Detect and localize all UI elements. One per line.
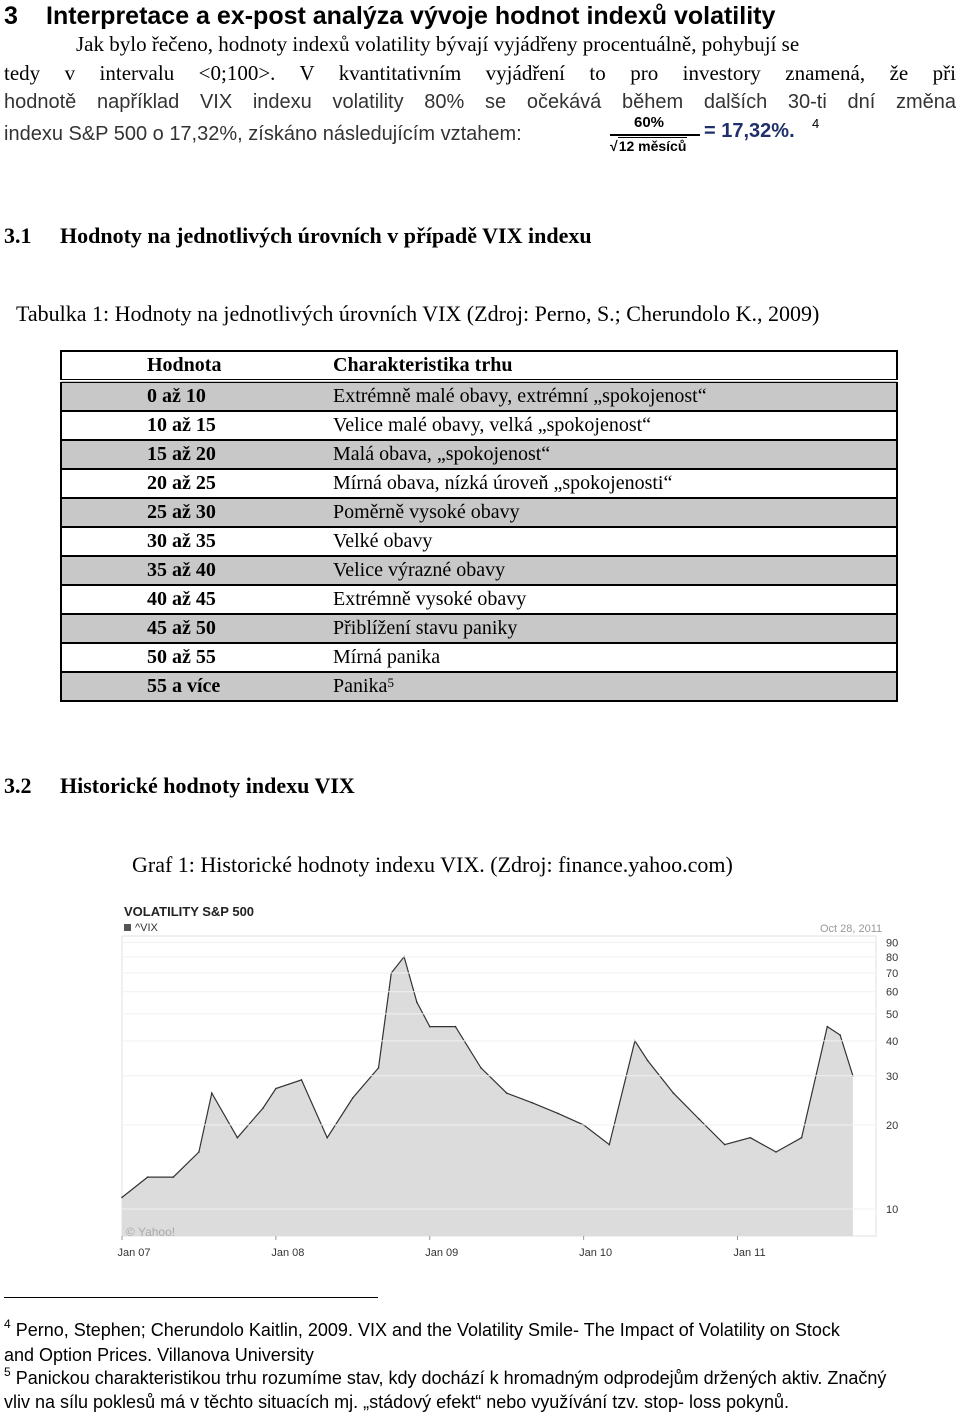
- section-number: 3: [4, 2, 18, 30]
- data-point: [378, 1067, 380, 1069]
- data-point: [801, 1137, 803, 1139]
- data-point: [775, 1151, 777, 1153]
- data-point: [506, 1092, 508, 1094]
- x-tick-label: Jan 10: [579, 1247, 613, 1259]
- formula-radicand: 12 měsíců: [618, 138, 687, 154]
- y-tick-label: 60: [886, 986, 899, 999]
- data-point: [480, 1067, 482, 1069]
- x-tick-label: Jan 07: [117, 1247, 151, 1259]
- data-point: [455, 1026, 457, 1028]
- chart-title: VOLATILITY S&P 500: [124, 904, 255, 919]
- row-value: 30 až 35: [61, 527, 333, 556]
- chart-watermark: © Yahoo!: [126, 1225, 176, 1239]
- data-point: [416, 1002, 418, 1004]
- footnote-ref-4: 4: [812, 116, 820, 131]
- row-value: 35 až 40: [61, 556, 333, 585]
- row-desc: Extrémně vysoké obavy: [333, 585, 897, 614]
- data-point: [750, 1137, 752, 1139]
- legend-label: ^VIX: [135, 922, 158, 934]
- data-point: [173, 1176, 175, 1178]
- row-value: 25 až 30: [61, 498, 333, 527]
- header-charakteristika: Charakteristika trhu: [333, 351, 897, 381]
- row-desc: Přiblížení stavu paniky: [333, 614, 897, 643]
- subsection-title: Historické hodnoty indexu VIX: [60, 773, 355, 798]
- x-tick-label: Jan 09: [425, 1247, 459, 1259]
- vix-chart: [114, 896, 914, 1266]
- footnote-rule: [4, 1297, 378, 1298]
- vix-chart-svg: [114, 896, 914, 1266]
- y-tick-label: 40: [886, 1035, 899, 1048]
- intro-line-2: tedy v intervalu <0;100>. V kvantitativním vyjádření to pro investory znamená, že při: [4, 61, 956, 85]
- y-tick-label: 80: [886, 951, 899, 964]
- row-desc: Poměrně vysoké obavy: [333, 498, 897, 527]
- intro-line-4: indexu S&P 500 o 17,32%, získáno následujícím vztahem:: [4, 123, 522, 145]
- y-tick-label: 10: [886, 1203, 899, 1216]
- row-desc: Mírná obava, nízká úroveň „spokojenosti“: [333, 469, 897, 498]
- data-point: [647, 1060, 649, 1062]
- table-row: [61, 411, 897, 440]
- footnote-4-line-1: [4, 1318, 840, 1342]
- formula-numerator: 60%: [634, 114, 665, 131]
- row-desc: Velké obavy: [333, 527, 897, 556]
- legend-marker: [124, 924, 131, 931]
- data-point: [326, 1137, 328, 1139]
- data-point: [301, 1079, 303, 1081]
- vix-levels-table: [60, 350, 898, 702]
- data-point: [698, 1118, 700, 1120]
- data-point: [609, 1144, 611, 1146]
- data-point: [211, 1092, 213, 1094]
- row-value: 10 až 15: [61, 411, 333, 440]
- y-tick-label: 50: [886, 1008, 899, 1021]
- x-tick-label: Jan 11: [733, 1247, 766, 1259]
- formula-equals: =: [704, 120, 716, 142]
- y-tick-label: 70: [886, 968, 899, 981]
- data-point: [724, 1144, 726, 1146]
- y-tick-label: 30: [886, 1070, 899, 1083]
- table-row: [61, 381, 897, 411]
- section-heading: [4, 0, 775, 32]
- row-desc: Malá obava, „spokojenost“: [333, 440, 897, 469]
- table-row: [61, 643, 897, 672]
- table-row: [61, 440, 897, 469]
- row-desc-text: Panika: [333, 675, 388, 697]
- table-header-row: [61, 351, 897, 381]
- formula-result: [704, 120, 795, 143]
- data-point: [262, 1107, 264, 1109]
- footnote-5-number: 5: [4, 1365, 11, 1379]
- data-point: [147, 1176, 149, 1178]
- intro-line-3: hodnotě například VIX indexu volatility 80% se očekává během dalších 30-ti dní změna: [4, 91, 956, 113]
- data-point: [121, 1197, 123, 1199]
- table-row: [61, 585, 897, 614]
- y-tick-label: 90: [886, 937, 899, 950]
- formula-result-value: 17,32%.: [721, 120, 795, 142]
- footnote-4-number: 4: [4, 1317, 11, 1331]
- footnote-5-line-1: [4, 1366, 886, 1390]
- table-row: [61, 556, 897, 585]
- data-point: [429, 1026, 431, 1028]
- subsection-number: 3.1: [4, 223, 32, 248]
- row-value: 40 až 45: [61, 585, 333, 614]
- formula: [608, 114, 814, 164]
- data-point: [237, 1137, 239, 1139]
- footnote-5-line-2: vliv na sílu poklesů má v těchto situacích mj. „stádový efekt“ nebo využívání tzv. stop- loss pokynů.: [4, 1392, 790, 1412]
- footnote-4-line-2: and Option Prices. Villanova University: [4, 1345, 314, 1365]
- row-desc: [333, 672, 897, 701]
- section-title: Interpretace a ex-post analýza vývoje hodnot indexů volatility: [46, 2, 776, 30]
- x-tick-label: Jan 08: [271, 1247, 305, 1259]
- formula-denominator: √12 měsíců: [610, 138, 687, 154]
- row-value: 50 až 55: [61, 643, 333, 672]
- data-point: [839, 1034, 841, 1036]
- footnote-5-text: Panickou charakteristikou trhu rozumíme stav, kdy dochází k hromadným odprodejům držených aktiv. Značný: [15, 1368, 887, 1388]
- table-row: [61, 672, 897, 701]
- data-point: [557, 1113, 559, 1115]
- y-tick-label: 20: [886, 1119, 899, 1132]
- row-value: 0 až 10: [61, 381, 333, 411]
- subsection-title: Hodnoty na jednotlivých úrovních v případě VIX indexu: [60, 223, 592, 248]
- data-point: [827, 1026, 829, 1028]
- row-value: 55 a více: [61, 672, 333, 701]
- data-point: [673, 1092, 675, 1094]
- subsection-3-1-heading: [4, 222, 592, 250]
- footnote-4-text: Perno, Stephen; Cherundolo Kaitlin, 2009. VIX and the Volatility Smile- The Impact of Volatility on Stock: [15, 1320, 840, 1340]
- intro-line-1: Jak bylo řečeno, hodnoty indexů volatility bývají vyjádřeny procentuálně, pohybují se: [76, 32, 800, 56]
- subsection-number: 3.2: [4, 773, 32, 798]
- row-value: 20 až 25: [61, 469, 333, 498]
- footnote-ref-5: 5: [387, 675, 394, 690]
- table-row: [61, 498, 897, 527]
- row-value: 15 až 20: [61, 440, 333, 469]
- formula-fraction-line: [610, 134, 700, 136]
- table-row: [61, 527, 897, 556]
- chart-date-label: Oct 28, 2011: [820, 923, 883, 935]
- chart-caption: Graf 1: Historické hodnoty indexu VIX. (Zdroj: finance.yahoo.com): [132, 852, 733, 877]
- table-row: [61, 614, 897, 643]
- data-point: [532, 1102, 534, 1104]
- row-desc: Velice malé obavy, velká „spokojenost“: [333, 411, 897, 440]
- row-value: 45 až 50: [61, 614, 333, 643]
- data-point: [198, 1151, 200, 1153]
- table-row: [61, 469, 897, 498]
- row-desc: Mírná panika: [333, 643, 897, 672]
- header-hodnota: Hodnota: [61, 351, 333, 381]
- row-desc: Velice výrazné obavy: [333, 556, 897, 585]
- row-desc: Extrémně malé obavy, extrémní „spokojenost“: [333, 381, 897, 411]
- data-point: [352, 1097, 354, 1099]
- subsection-3-2-heading: [4, 772, 355, 800]
- data-point: [275, 1088, 277, 1090]
- table-caption: Tabulka 1: Hodnoty na jednotlivých úrovních VIX (Zdroj: Perno, S.; Cherundolo K., 2009): [16, 301, 820, 326]
